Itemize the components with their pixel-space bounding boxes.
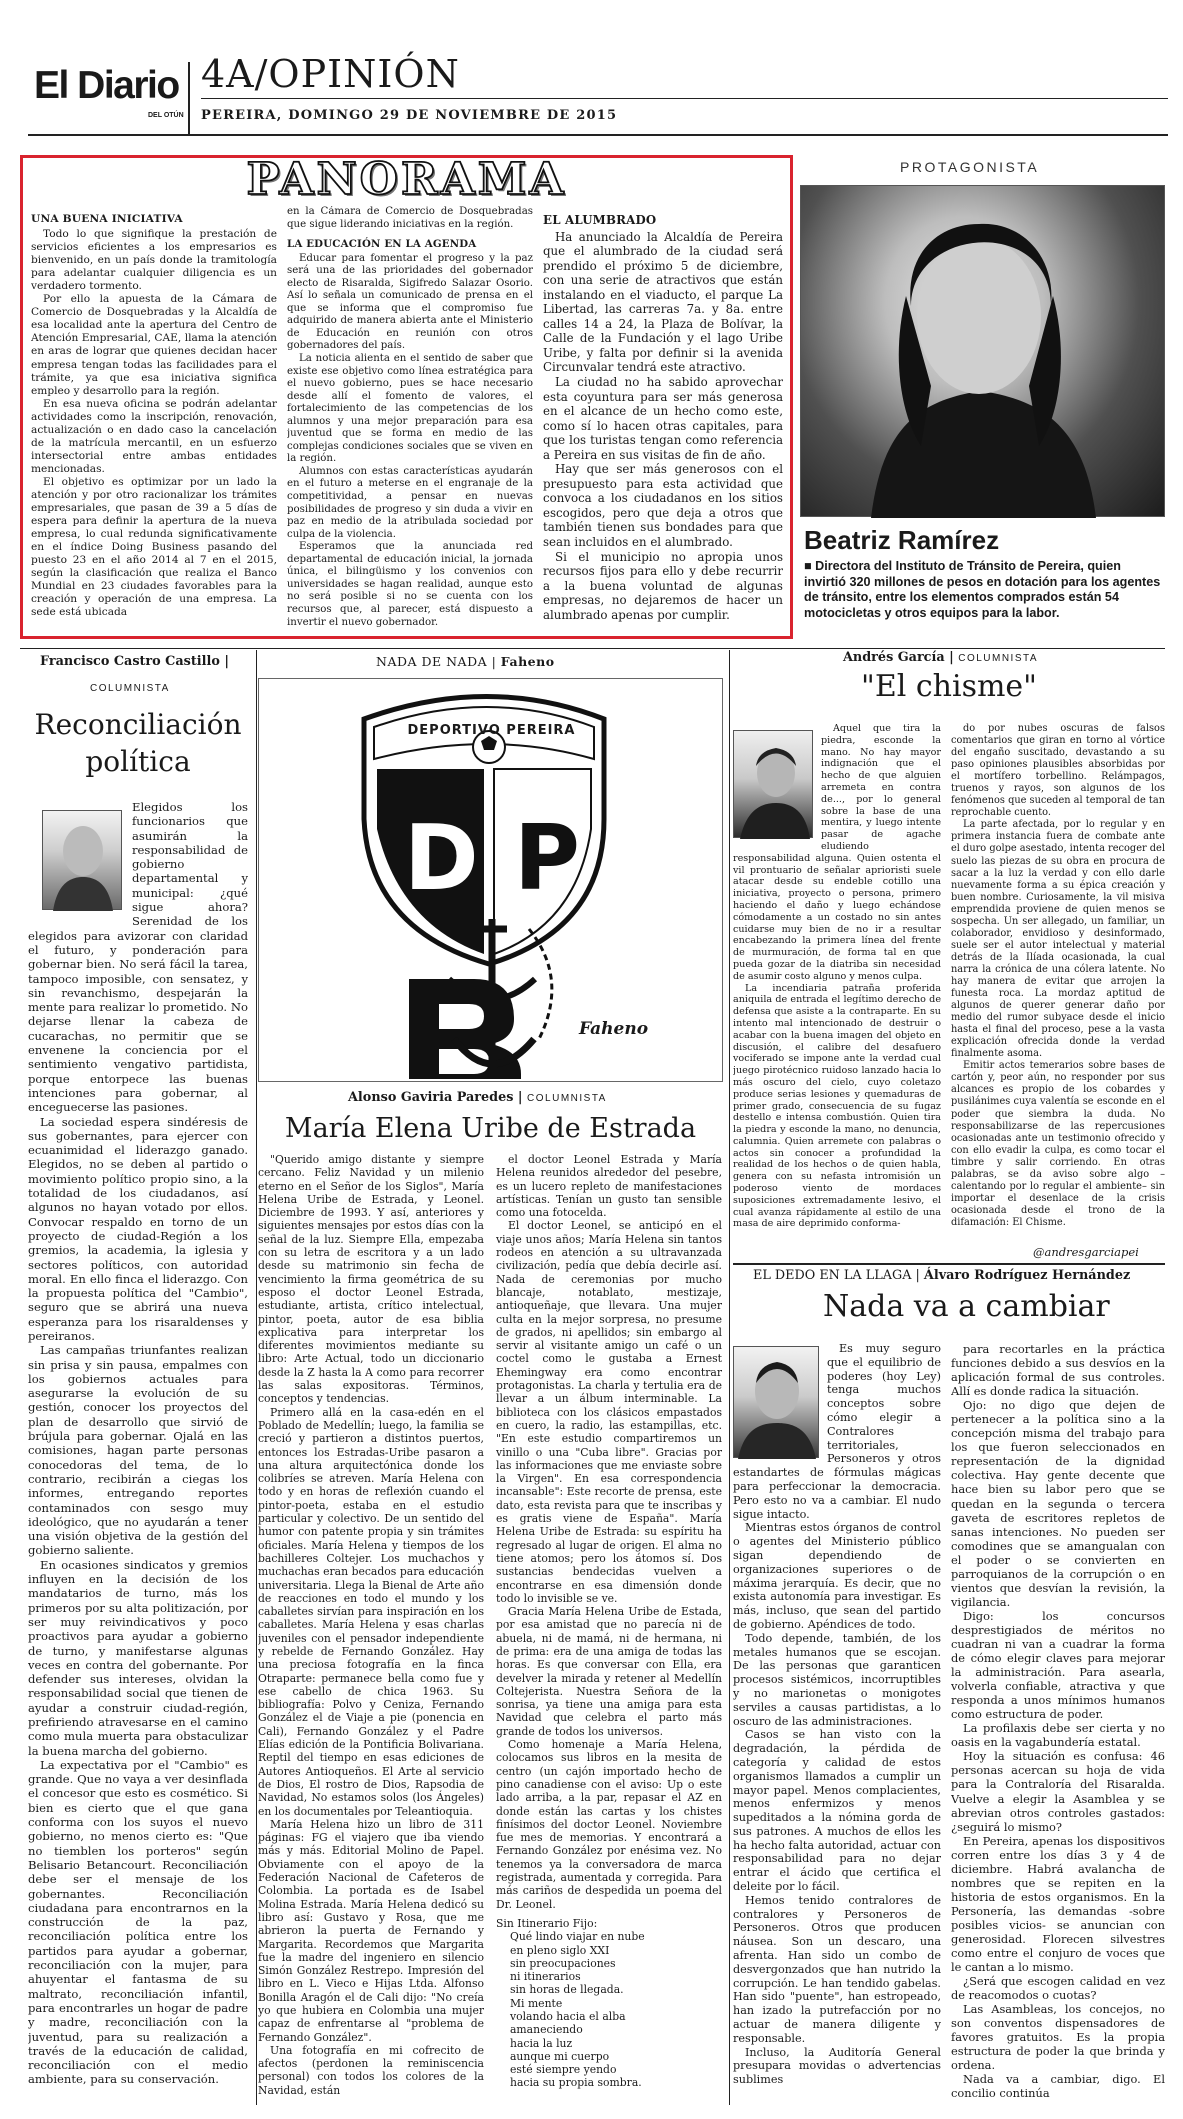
panorama-editorial-box [20, 155, 793, 639]
rodriguez-c1-paragraph-3: Hemos tenido contralores de contralores y Personeros de Personeros. Otros que producen náusea. Son un descaro, una afrenta. Han sido un combo de desvergonzados que han nutrido la corrupción. Le han tendido gabelas. Han sido "puente", han estropeado, han izado la putrefacción por no actuar de manera diligente y responsable. [733, 1893, 941, 2045]
castro-paragraph-3: La expectativa por el "Cambio" es grande. Que no vaya a ver desinflada el concesor que esto es cosmético. Si bien es cierto que el que gana conforma con los suyos el nuevo gobierno, no menos cierto es: "Que no tiemblen los porteros" según Belisario Betancourt. Reconciliación debe ser el mensaje de los gobernantes. Reconciliación ciudadana para encontrarnos en la construcción de la paz, reconciliación política entre los partidos para ayudar a gobernar, reconciliación con la mujer, para ahuyentar el fantasma de su maltrato, reconciliación infantil, para encontrarles un hogar de padre y madre, reconciliación con la juventud, para su realización a través de la educación de calidad, reconciliación con el medio ambiente, para su conservación. [28, 1757, 248, 2087]
panorama-title: PANORAMA [246, 154, 567, 205]
gaviria-c1-paragraph-3: Una fotografía en mi cofrecito de afectos (perdonen la reminiscencia personal) con todos los colores de la Navidad, están [258, 2043, 484, 2097]
garcia-c2-paragraph-1: La parte afectada, por lo regular y en primera instancia fuera de combate ante el duro golpe asestado, intenta recoger del suelo las piezas de su obra en procura de sacar a la luz la verdad y con ello darle nuevamente forma a su épica creación y buen nombre. Curiosamente, la vil misiva emprendida proviene de quien menos se sospecha. Un ser allegado, un familiar, un colaborador, envidioso y desinformado, suele ser el autor intelectual y material detrás de la Ilíada ocasionada, la cual narra la crónica de una cólera latente. No hay manera de evitar que arrojen la funesta roca. La mordaz aptitud de algunos de querer generar daño por medio del rumor subyace desde el inicio hasta el final del proceso, pese a la vasta explicación ofrecida donde la verdad finalmente asoma. [951, 819, 1165, 1060]
rodriguez-c2-paragraph-2: Digo: los concursos desprestigiados de méritos no cuadran ni van a cuadrar la forma de cómo elegir claves para mejorar la administración. Para asearla, volverla confiable, atractiva y que responda a unos mínimos humanos como estructura de poder. [951, 1608, 1165, 1722]
cartoon-signature: Faheno [579, 1019, 649, 1039]
panorama-c1-block-3: En esa nueva oficina se podrán adelantar actividades como la inscripción, renovación, actualización o en dado caso la cancelación de la matrícula mercantil, en un esfuerzo intersectorial entre ambas entidades mencionadas. [31, 397, 277, 475]
panorama-c2-block-3: La noticia alienta en el sentido de saber que existe ese objetivo como línea estratégica para el nuevo gobierno, pues se hace necesario desde allí el fomento de valores, el fortalecimiento de las competencias de los alumnos y una mejor preparación para esa juventud que se forma en medio de las complejas condiciones sociales que se viven en la región. [287, 353, 533, 465]
castro-lead: Elegidos los funcionarios que asumirán la responsabilidad de gobierno departamental y municipal: ¿qué sigue ahora? Serenidad de los elegidos para avizorar con claridad el futuro, y ponderación para gobernar bien. No será fácil la tarea, tampoco imposible, con sensatez, y sin revanchismo, despejarán la mente para realizar lo prometido. No dejarse llenar la cabeza de cucarachas, no permitir que se envenene la conciencia por el sentimiento vengativo partidista, porque entorpece las buenas intenciones para gobernar, al enceguecerse las pasiones. [28, 800, 248, 1115]
rodriguez-column-2 [951, 1342, 1165, 2101]
gaviria-tag: COLUMNISTA [527, 1093, 607, 1104]
garcia-lead: Aquel que tira la piedra, esconde la mano. No hay mayor indignación que el hecho de que alguien arremeta en contra de..., por lo general sobre la base de una mentira, y luego intente pasar de agache eludiendo responsabilidad alguna. Quien ostenta el vil prontuario de señalar aprioristi suele atacar desde su endeble cotillo una iniciativa, proyecto o persona, primero haciendo el daño y luego echándose cómodamente a un costado no sin antes cuidarse muy bien de no ir a resultar encabezando la primera línea del frente de murmuración, de forma tal en que pueda gozar de la diatriba sin necesidad de asumir costo alguno y menos culpa. [733, 723, 941, 982]
masthead [28, 52, 1168, 138]
gaviria-headline: María Elena Uribe de Estrada [284, 1113, 697, 1144]
poem-line-5: Mi mente [510, 1996, 563, 2010]
poem-line-10: esté siempre yendo [510, 2063, 617, 2077]
castro-paragraph-1: Las campañas triunfantes realizan sin prisa y sin pausa, empalmes con los gobiernos actuales para asegurarse la evolución de su gestión, conocer los proyectos del plan de desarrollo que sirvió de brújula para gobernar. Ojalá en las comisiones, hagan parte personas conocedoras del tema, de lo contrario, recibirán a ciegas los informes, entregando reportes contaminados con sesgo muy ideológico, que no ayudarán a tener una visión objetiva de la gestión del gobierno saliente. [28, 1343, 248, 1558]
poem-line-6: volando hacia el alba [510, 2010, 626, 2023]
protagonista-kicker: PROTAGONISTA [900, 159, 1040, 175]
poem-line-7: amaneciendo [510, 2023, 583, 2037]
poem-line-9: aunque mi cuerpo [510, 2049, 610, 2063]
castro-headline [28, 706, 248, 780]
castro-paragraph-2: En ocasiones sindicatos y gremios influyen en la decisión de los mandatarios de turno, más los primeros por su alta politización, por ser muy reivindicativos y poco proactivos para ayudar a gobierno de turno, y manifestarse algunas veces en contra del gobernante. Por defender sus intereses, olvidan la responsabilidad social que tienen de ayudar a construir ciudad-región, prefiriendo atravesarse en el camino como mula muerta para obstaculizar la buena marcha del gobierno. [28, 1557, 248, 1758]
poem-line-0: Qué lindo viajar en nube [510, 1930, 645, 1944]
dateline: PEREIRA, DOMINGO 29 DE NOVIEMBRE DE 2015 [201, 108, 618, 123]
panorama-c3-block-2: La ciudad no ha sabido aprovechar esta coyuntura para ser más generosa en el alcance de un hecho como este, como sí lo hacen otras capitales, para que los turistas tengan como referencia a Pereira en sus visitas de fin de año. [543, 375, 783, 462]
panorama-c1-block-2: Por ello la apuesta de la Cámara de Comercio de Dosquebradas y la Alcaldía de esa localidad ante la apertura del Centro de Atención Empresarial, CAE, llama la atención en aras de lograr que quienes decidan hacer empresa tengan todas las facilidades para el trámite, ya que esa iniciativa significa empleo y desarrollo para la región. [31, 293, 277, 397]
column-castro [28, 650, 248, 2105]
cartoon-letter-p: P [514, 806, 580, 911]
panorama-c3-block-1: Ha anunciado la Alcaldía de Pereira que el alumbrado de la ciudad será prendido el próximo 5 de diciembre, con una serie de atractivos que están instalando en el viaducto, el parque La Libertad, las carreras 7a. y 8a. entre calles 14 a 24, la Plaza de Bolívar, la Calle de la Fundación y el lago Uribe Uribe, y falta por definir si la avenida Circunvalar tendrá este atractivo. [543, 229, 783, 375]
panorama-c1-block-4: El objetivo es optimizar por un lado la atención y por otro racionalizar los trámites empresariales, que pasan de 39 a 5 días de espera para definir la apertura de la nueva empresa, lo cual redunda significativamente en el índice Doing Business pasando del puesto 23 en el año 2014 al 7 en el 2015, según la clasificación que realiza el Banco Mundial en 23 ciudades favorables para la creación y operación de una empresa. La sede está ubicada [31, 475, 277, 619]
poem-line-11: hacia su propia sombra. [510, 2076, 642, 2090]
gaviria-c2-paragraph-3: Como homenaje a María Helena, colocamos sus libros en la mesita de centro (un cajón importado hecho de pino canadiense con el aviso: Up o este lado arriba, a la par, repasar el AZ en donde están las cartas y los chistes finísimos del doctor Leonel. Noviembre fue mes de memorias. Y encontrará a Fernando González por enésima vez. No tenemos ya la conversadora de marca registrada, aumentada y corregida. Para más cariños de despedida un poema del Dr. Leonel. [496, 1738, 722, 1911]
section-title: 4A/OPINIÓN [201, 52, 460, 96]
separator-vertical-2 [729, 650, 730, 2105]
rodriguez-author: Álvaro Rodríguez Hernández [923, 1268, 1131, 1283]
rodriguez-column-1 [733, 1342, 941, 2087]
panorama-c2-block-4: Alumnos con estas características ayudarán en el futuro a meterse en el engranaje de la competitividad, a pensar en nuevas posibilidades de progreso y sin duda a vivir en paz en medio de la atribulada sociedad por culpa de la violencia. [287, 465, 533, 540]
panorama-c2-block-5: Esperamos que la anunciada red departamental de educación inicial, la jornada única, el bilingüismo y los convenios con universidades se hagan realidad, aunque esto no será posible si no se cuenta con los recursos que, al parecer, está dispuesto a invertir el nuevo gobernador. [287, 541, 533, 628]
panorama-c2-block-2: Educar para fomentar el progreso y la paz será una de las prioridades del gobernador electo de Risaralda, Sigifredo Salazar Osorio. Así lo señala un comunicado de prensa en el que se informa que el compromiso fue adquirido de manera abierta ante el Ministerio de Educación en reunión con otros gobernadores del país. [287, 252, 533, 352]
rodriguez-c1-paragraph-2: Casos se han visto con la degradación, la pérdida de categoría y calidad de estos organismos llamados a cumplir un mayor papel. Menos complacientes, menos enfermizos y menos supeditados a la nómina gorda de sus patrones. A muchos de ellos les ha hecho falta autoridad, actuar con responsabilidad para no dejar entrar el ácido que certifica el deleite por lo fácil. [733, 1728, 941, 1894]
cartoon-letter-d: D [404, 806, 479, 911]
castro-byline: Francisco Castro Castillo | [40, 654, 229, 669]
cartoon-frame [258, 678, 723, 1082]
rodriguez-c2-paragraph-8: Nada va a cambiar, digo. El concilio continúa [951, 2072, 1165, 2101]
garcia-photo-spacer [733, 723, 821, 841]
rodriguez-headline: Nada va a cambiar [823, 1289, 1110, 1324]
masthead-divider [188, 62, 190, 136]
separator-vertical-1 [256, 650, 257, 2105]
castro-tag: COLUMNISTA [90, 683, 170, 694]
newspaper-logo-sub: DEL OTÚN [148, 112, 184, 119]
garcia-column-1 [733, 723, 941, 1230]
gaviria-c2-paragraph-0: el doctor Leonel Estrada y María Helena reunidos alrededor del pesebre, es un lucero repleto de manifestaciones artísticas. Tenían un gusto tan sensible como una fotocelda. [496, 1153, 722, 1220]
newspaper-logo: El Diario [34, 64, 179, 107]
gaviria-byline: Alonso Gaviria Paredes | COLUMNISTA [348, 1090, 607, 1105]
protagonista-caption-text: Directora del Instituto de Tránsito de Pereira, quien invirtió 320 millones de pesos en dotación para los agentes de tránsito, entre los elementos comprados están 54 motocicletas y otros equipos para la labor. [804, 559, 1161, 620]
gaviria-c1-paragraph-1: Primero allá en la casa-edén en el Poblado de Medellín; luego, la familia se creció y partieron a distintos puertos, entonces los Estradas-Uribe pasaron a una altura arquitectónica donde los colibríes se atreven. María Helena con todo y en horas de reflexión cuando el pintor-poeta, estaba en el estudio particular y colectivo. De un sentido del humor con patente propia y sin trámites oficiales. María Helena y tiempos de los bachilleres Coltejer. Los muchachos y muchachas eran becados para educación universitaria. Llega la Bienal de Arte año de reacciones en todo el mundo y los caballetes sirvían para inspiración en los caballetes. María Helena y esas charlas juveniles con el pensador independiente y rebelde de Fernando González. Hay una preciosa fotografía en la finca Otraparte: permanece bella como fue y ese cabello de chica 1963. Su bibliografía: Polvo y Ceniza, Fernando González el de Viaje a pie (ponencia en Cali), Fernando González y el Padre Elías edición de la Pontificia Bolivariana. Reptil del tiempo en esas ediciones de Autores Antioqueños. El Arte al servicio de Dios, El rostro de Dios, Rapsodia de Navidad, No estamos solos (los Ángeles) en los documentales por Teleantioquia. [258, 1405, 484, 1818]
masthead-bottom-rule [28, 134, 1168, 136]
panorama-c1-block-0: UNA BUENA INICIATIVA [31, 213, 183, 225]
panorama-column-3 [543, 206, 783, 622]
separator-horizontal-top [20, 648, 1165, 649]
rodriguez-c2-paragraph-1: Ojo: no digo que dejen de pertenecer a la política sino a la concepción misma del trabajo para los que fueron seleccionados en representación de la dignidad colectiva. Hay gente decente que hace bien su labor pero que se quedan en la segunda o tercera gaveta de escritores repletos de sanas intenciones. No pueden ser comodines que se amangualan con el poder o se convierten en parroquianos de la corrupción o en vientos que desvían la revisión, la vigilancia. [951, 1398, 1165, 1609]
rodriguez-photo-spacer [733, 1342, 827, 1464]
column-garcia [733, 650, 1165, 1262]
cartoon-faheno [258, 650, 723, 1082]
panorama-c2-block-0: en la Cámara de Comercio de Dosquebradas que sigue liderando iniciativas en la región. [287, 206, 533, 230]
rodriguez-c2-paragraph-5: En Pereira, apenas los dispositivos corren entre los días 3 y 4 de diciembre. Habrá avalancha de nombres que se repiten en la historia de estos organismos. En la Personería, las demandas -sobre posibles vicios- se anuncian con generosidad. Florecen silvestres como entre el conjuro de voces que le cantan a lo mismo. [951, 1833, 1165, 1975]
gaviria-c1-paragraph-2: María Helena hizo un libro de 311 páginas: FG el viajero que iba viendo más y más. Editorial Molino de Papel. Obviamente con el apoyo de la Federación Nacional de Cafeteros de Colombia. La portada es de Isabel Molina Estrada. María Helena dedicó su libro así: Gustavo y Rosa, que me abrieron la puerta de Fernando y Margarita. Recordemos que Margarita fue la madre del ingeniero en silencio Simón González Restrepo. Impresión del libro en L. Vieco e Hijas Ltda. Alfonso Bonilla Aragón el de Cali dijo: "No creía yo que hubiera en Colombia una mujer capaz de enfrentarse al "problema de Fernando González". [258, 1817, 484, 2044]
garcia-c2-paragraph-0: do por nubes oscuras de falsos comentarios que giran en torno al vórtice del engaño suscitado, devastando a su paso opiniones plausibles absorbidas por el mortífero torbellino. Relámpagos, truenos y rayos, son algunos de los fenómenos que suceden al temporal de tan reprochable cuento. [951, 723, 1165, 819]
column-rodriguez [733, 1268, 1165, 2108]
castro-photo-spacer [28, 800, 132, 918]
panorama-c2-block-1: LA EDUCACIÓN EN LA AGENDA [287, 238, 477, 251]
poem-line-8: hacia la luz [510, 2036, 573, 2050]
rodriguez-lead: Es muy seguro que el equilibrio de poderes (hoy Ley) tenga muchos conceptos sobre cómo elegir a Contralores territoriales, Personeros y otros estandartes de fórmulas mágicas para perfeccionar la democracia. Pero esto no va a cambiar. El nudo sigue intacto. [733, 1342, 941, 1521]
poem-line-4: sin horas de llegada. [510, 1983, 624, 1997]
rodriguez-c2-paragraph-3: La profilaxis debe ser cierta y no oasis en la vagabundería estatal. [951, 1721, 1165, 1750]
garcia-c1-paragraph-0: La incendiaria patraña proferida aniquila de entrada el legítimo derecho de defensa que asiste a la contraparte. En su intento mal intencionado de destruir o acabar con la buena imagen del objeto en discusión, el calibre del desafuero vociferado se impone ante la verdad cual juego pirotécnico ruidoso lanzado hacia lo más oscuro del cielo, cuyo coletazo produce serias lesiones y quemaduras de primer grado, consecuencia de su fugaz destello e intensa combustión. Quien tira la piedra y esconde la mano, no denuncia, calumnia. Quien arremete con palabras o actos sin conocer a profundidad la realidad de los hechos o de quien habla, genera con su nefasta intromisión un poderoso viento de mordaces suposiciones extremadamente lesivo, el cual avanza rápidamente al estilo de una masa de aire deprimido conforma- [733, 982, 941, 1230]
shield-banner-text: DEPORTIVO PEREIRA [407, 723, 576, 738]
section-underline [201, 98, 1168, 99]
panorama-column-1 [31, 206, 277, 619]
rodriguez-c2-paragraph-4: Hoy la situación es confusa: 46 personas acercan su hoja de vida para la Contraloría del Risaralda. Vuelve a elegir la Asamblea y se abrevian otros controles gastados: ¿seguirá lo mismo? [951, 1749, 1165, 1834]
protagonista-panel [800, 155, 1165, 639]
garcia-author: Andrés García [843, 650, 945, 665]
panorama-c3-block-0: EL ALUMBRADO [543, 213, 657, 227]
rodriguez-section: EL DEDO EN LA LLAGA [753, 1268, 912, 1283]
cartoon-author: Faheno [500, 654, 555, 669]
protagonista-caption [804, 559, 1162, 621]
garcia-tag: COLUMNISTA [958, 653, 1039, 664]
garcia-handle: @andresgarciapei [1033, 1245, 1139, 1259]
rodriguez-byline: EL DEDO EN LA LLAGA | Álvaro Rodríguez Hernández [753, 1268, 1131, 1283]
protagonista-photo [800, 185, 1165, 517]
poem-line-1: en pleno siglo XXI [510, 1943, 610, 1957]
castro-body [28, 800, 248, 2087]
rodriguez-c2-paragraph-0: para recortarles en la práctica funciones debido a sus desvíos en la aplicación formal de sus controles. Allí es donde radica la situación. [951, 1342, 1165, 1399]
castro-headline-line-2: política [85, 745, 191, 778]
rodriguez-c1-paragraph-1: Todo depende, también, de los metales humanos que se escojan. De las personas que garanticen procesos sistémicos, incorruptibles y no marionetas o monigotes serviles a causas partidistas, a lo oscuro de las administraciones. [733, 1631, 941, 1728]
garcia-headline: "El chisme" [861, 669, 1037, 704]
gaviria-column-2 [496, 1153, 722, 2090]
garcia-column-2 [951, 723, 1165, 1229]
separator-horizontal-right [733, 1263, 1165, 1265]
poem-line-3: ni itinerarios [510, 1970, 581, 1984]
gaviria-c1-paragraph-0: "Querido amigo distante y siempre cercano. Feliz Navidad y un milenio eterno en el Señor de los Siglos", María Helena Uribe de Estrada, y Leonel. Diciembre de 1993. Y así, anteriores y siguientes mensajes por estos días con la señal de la luz. Siempre Ella, empezaba con su letra de escritora y a un lado desde su matrimonio sin fecha de vencimiento la firma geométrica de su esposo el doctor Leonel Estrada, estudiante, artista, crítico intelectual, pintor, poeta, autor de esa biblia explicativa para interpretar los diferentes movimientos mediante su libro: Arte Actual, todo un diccionario desde la Z hasta la A como para recorrer las salas expositoras. Términos, conceptos y tendencias. [258, 1153, 484, 1406]
rodriguez-c1-paragraph-4: Incluso, la Auditoría General presupara movidas o advertencias sublimes [733, 2045, 941, 2087]
rodriguez-c1-paragraph-0: Mientras estos órganos de control o agentes del Ministerio público sigan dependiendo de organizaciones superiores o de máxima jerarquía. Es decir, que no exista autonomía para investigar. Es más, incluso, que sean del partido de gobierno. Apéndices de todo. [733, 1521, 941, 1631]
gaviria-c2-paragraph-1: El doctor Leonel, se anticipó en el viaje unos años; María Helena sin tantos rodeos en atención a su ultravanzada civilización, pedía que debía decirle así. Nada de ceremonias por mucho blancaje, notablato, mestizaje, antioqueñaje, que llevara. Una mujer culta en la mejor sorpresa, no presume de grados, ni apellidos; sin embargo al servir al visitante amigo un café o un coctel como le gustaba a Ernest Ehemingway era como encontrar protagonistas. La charla y tertulia era de llevar a un álbum interminable. La biblioteca con los clásicos empastados en cuero, la radio, las estampillas, etc. "En este estudio compartiremos un vinillo o una "Cuba libre". Gracias por las informaciones que me enviaste sobre la Virgen". En esa correspondencia incansable": Este recorte de prensa, este dato, esta revista para que te inscribas y es gratis viene de España". María Helena Uribe de Estrada: su espíritu ha regresado al lugar de origen. El alma no tiene atomos; pero los átomos sí. Dos sustancias bendecidas vuelven a encontrarse en esa dimensión donde todo lo invisible se ve. [496, 1219, 722, 1605]
panorama-c3-block-4: Si el municipio no apropia unos recursos fijos para ello y debe recurrir a la buena voluntad de algunas empresas, no dejaremos de hacer un alumbrado apenas por cumplir. [543, 549, 783, 622]
portrait-silhouette-icon [801, 186, 1166, 518]
gaviria-c2-paragraph-2: Gracia María Helena Uribe de Estada, por esa amistad que no parecía ni de abuela, ni de mamá, ni de hermana, ni de prima: era de una amiga de todas las horas. Es que conversar con Ella, era develver la mirada y retener al Medellín Coltejerista. Nuestra Señora de la sonrisa, ya tiene una amiga para esta Navidad que celebra el parto más grande de todos los universos. [496, 1605, 722, 1738]
poem-title: Sin Itinerario Fijo: [496, 1916, 598, 1930]
cartoon-header: NADA DE NADA | Faheno [376, 654, 555, 669]
deportivo-pereira-shield-icon [259, 679, 724, 1083]
garcia-c2-paragraph-2: Emitir actos temerarios sobre bases de cartón y, peor aún, no responder por sus alcances es propio de los cobardes y pusilánimes cuya valentía se esconde en el poder que siembra la duda. No responsabilizarse de las repercusiones ocasionadas ante un testimonio ofrecido y con ello evadir la culpa, es como tocar el timbre y salir corriendo. En otras palabras, se da aviso sobre algo –calentando por lo regular el ambiente– sin importar el desenlace de la crisis ocasionada desde el trono de la difamación: El Chisme. [951, 1060, 1165, 1228]
panorama-c1-block-1: Todo lo que signifique la prestación de servicios eficientes a los empresarios es bienvenido, en un país donde la tramitología para adelantar cualquier diligencia es un verdadero tormento. [31, 228, 277, 293]
gaviria-author: Alonso Gaviria Paredes [348, 1090, 514, 1105]
garcia-byline: Andrés García | COLUMNISTA [843, 650, 1039, 665]
panorama-c3-block-3: Hay que ser más generosos con el presupuesto para esta actividad que convoca a los ciudadanos en los sitios escogidos, pero que deja a otros que también tienen sus bondades para que sean incluidos en el alumbrado. [543, 462, 783, 550]
rodriguez-c2-paragraph-7: Las Asambleas, los concejos, no son conventos dispensadores de favores gratuitos. Es la propia estructura de poder la que brinda y ordena. [951, 2002, 1165, 2073]
column-gaviria [258, 1090, 723, 2105]
poem-line-2: sin preocupaciones [510, 1956, 616, 1970]
rodriguez-c2-paragraph-6: ¿Será que escogen calidad en vez de reacomodos o cuotas? [951, 1974, 1165, 2003]
cartoon-section-label: NADA DE NADA [376, 654, 488, 669]
castro-headline-line-1: Reconciliación [34, 708, 242, 741]
caption-square-icon: ■ [804, 559, 816, 573]
castro-paragraph-0: La sociedad espera sindéresis de sus gobernantes, para ejercer con ecuanimidad el liderazgo ganado. Elegidos, no se deben al partido o movimiento político propio sino, a la totalidad de los ciudadanos, así algunos no hayan votado por ellos. Convocar respaldo en torno de un proyecto de ciudad-Región a los gremios, la academia, la iglesia y sectores políticos, con autoridad moral. En ello finca el liderazgo. Con la propuesta política del "Cambio", seguro que se abrirá una nueva esperanza para los risaraldenses y pereiranos. [28, 1114, 248, 1343]
protagonista-name: Beatriz Ramírez [804, 525, 1000, 555]
panorama-column-2 [287, 206, 533, 629]
gaviria-column-1 [258, 1153, 484, 2097]
